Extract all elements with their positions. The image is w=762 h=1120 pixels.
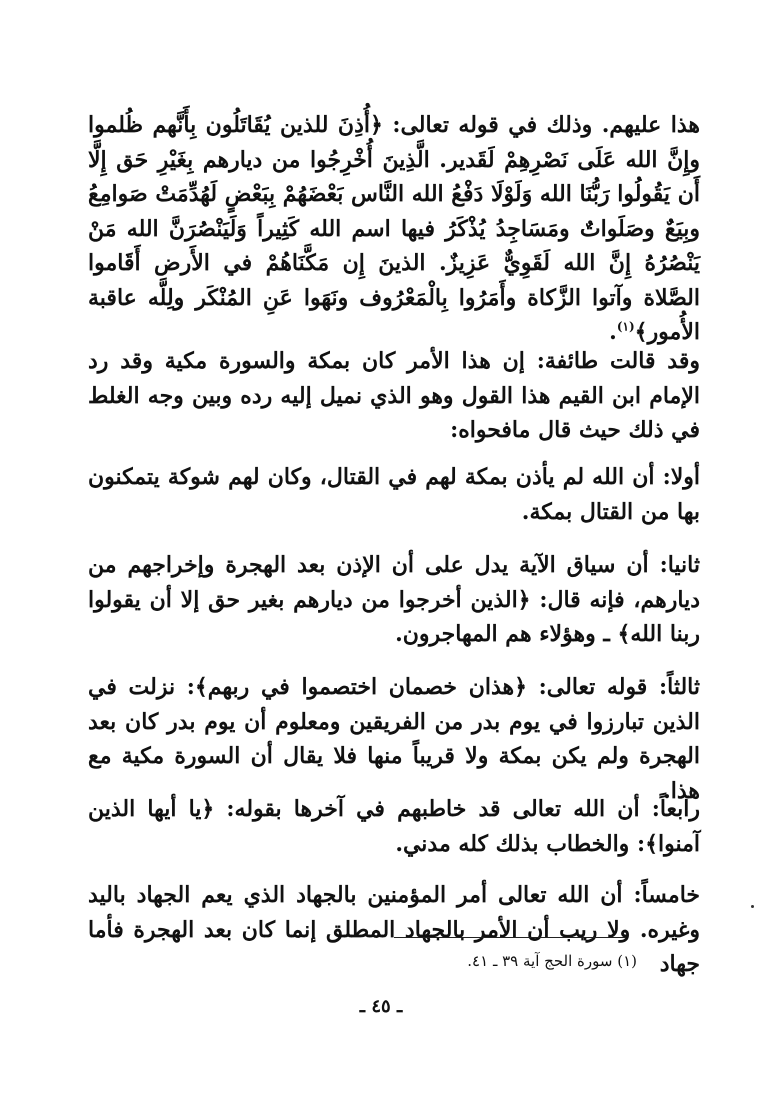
paragraph-second-point: ثانيا: أن سياق الآية يدل على أن الإذن بعد الهجرة وإخراجهم من ديارهم، فإنه قال: ﴿الذين أخرجوا من ديارهم بغير حق إلا أن يقولوا ربنا الله﴾ ـ وهؤلاء هم المهاجرون.: [88, 552, 700, 647]
paragraph-quranic-verse: هذا عليهم. وذلك في قوله تعالى: ﴿أُذِنَ للذين يُقَاتَلُون بِأَنَّهم ظُلموا وإِنَّ الله عَلَى نَصْرِهِمْ لَقَدير. الَّذِينَ أُخْرِجُوا من ديارهم بِغَيْرِ حَق إِلَّا أَن يَقُولُوا رَبُّنَا الله وَلَوْلَا دَفْعُ الله النَّاس بَعْضَهُمْ بِبَعْضٍ لَهُدِّمَتْ صَوامِعُ وبِيَعٌ وصَلَواتٌ ومَسَاجِدُ يُذْكَرُ فيها اسم الله كَثِيراً وَلَيَنْصُرَنَّ الله مَنْ يَنْصُرُهُ إِنَّ الله لَقَوِيٌّ عَزِيزٌ. الذينَ إِن مَكَّنَاهُمْ في الأَرض أَقَاموا الصَّلاة وآتوا الزَّكاة وأَمَرُوا بِالْمَعْرُوف ونَهَوا عَنِ المُنْكَر ولِلَّه عاقبة الأُمور﴾$^{(١)}$.: [88, 112, 700, 345]
paragraph-first-point: أولا: أن الله لم يأذن بمكة لهم في القتال، وكان لهم شوكة يتمكنون بها من القتال بمكة.: [88, 464, 700, 525]
page-number: ـ ٤٥ ـ: [359, 996, 403, 1017]
footnote-divider: [394, 937, 626, 938]
footnote: (١) سورة الحج آية ٣٩ ـ ٤١.: [467, 952, 637, 970]
paragraph-fourth-point: رابعاً: أن الله تعالى قد خاطبهم في آخرها بقوله: ﴿يا أيها الذين آمنوا﴾: والخطاب بذلك كله مدني.: [88, 796, 700, 857]
footnote-reference: (١): [616, 319, 635, 334]
paragraph-fifth-point: خامساً: أن الله تعالى أمر المؤمنين بالجهاد الذي يعم الجهاد باليد وغيره. ولا ريب أن الأمر بالجهاد المطلق إنما كان بعد الهجرة فأما جهاد: [88, 882, 701, 977]
paragraph-1-text: هذا عليهم. وذلك في قوله تعالى: ﴿أُذِنَ للذين يُقَاتَلُون بِأَنَّهم ظُلموا وإِنَّ الله عَلَى نَصْرِهِمْ لَقَدير. الَّذِينَ أُخْرِجُوا من ديارهم بِغَيْرِ حَق إِلَّا أَن يَقُولُوا رَبُّنَا الله وَلَوْلَا دَفْعُ الله النَّاس بَعْضَهُمْ بِبَعْضٍ لَهُدِّمَتْ صَوامِعُ وبِيَعٌ وصَلَواتٌ ومَسَاجِدُ يُذْكَرُ فيها اسم الله كَثِيراً وَلَيَنْصُرَنَّ الله مَنْ يَنْصُرُهُ إِنَّ الله لَقَوِيٌّ عَزِيزٌ. الذينَ إِن مَكَّنَاهُمْ في الأَرض أَقَاموا الصَّلاة وآتوا الزَّكاة وأَمَرُوا بِالْمَعْرُوف ونَهَوا عَنِ المُنْكَر ولِلَّه عاقبة الأُمور﴾: [88, 112, 700, 345]
paragraph-opinion: وقد قالت طائفة: إن هذا الأمر كان بمكة والسورة مكية وقد رد الإمام ابن القيم هذا القول وهو الذي نميل إليه رده وبين وجه الغلط في ذلك حيث قال مافحواه:: [88, 348, 700, 443]
scan-speck: [751, 905, 754, 908]
paragraph-third-point: ثالثاً: قوله تعالى: ﴿هذان خصمان اختصموا في ربهم﴾: نزلت في الذين تبارزوا في يوم بدر من الفريقين ومعلوم أن يوم بدر كان بعد الهجرة ولم يكن بمكة ولا قريباً منها فلا يقال أن السورة مكية مع هذا.: [88, 674, 700, 804]
